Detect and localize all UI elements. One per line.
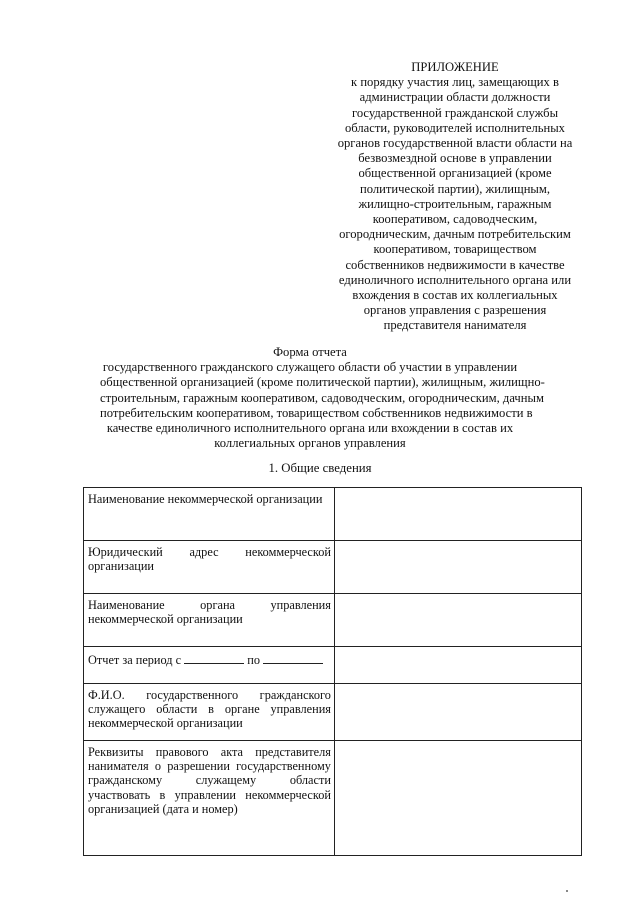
appendix-line: безвозмездной основе в управлении — [358, 151, 552, 166]
section-title: 1. Общие сведения — [268, 461, 372, 475]
table-row — [84, 541, 582, 594]
appendix-line: жилищно-строительным, гаражным — [358, 196, 552, 211]
table-row — [84, 647, 582, 684]
table-row — [84, 594, 582, 647]
form-title-line: строительным, гаражным кооперативом, садоводческим, огородническим, дачным — [100, 390, 544, 405]
row-value-full-name[interactable] — [334, 684, 581, 741]
period-from-blank[interactable] — [184, 651, 244, 664]
row-label-full-name: Ф.И.О. государственного гражданского служащего области в органе управления некоммерческой организации — [84, 684, 335, 741]
appendix-line: огородническим, дачным потребительским — [339, 227, 571, 242]
table-row — [84, 684, 582, 741]
row-value-legal-address[interactable] — [334, 541, 581, 594]
appendix-line: представителя нанимателя — [383, 318, 527, 333]
appendix-line: вхождения в состав их коллегиальных — [352, 288, 558, 303]
form-title-line: коллегиальных органов управления — [214, 436, 406, 451]
form-title-line: качестве единоличного исполнительного органа или вхождении в состав их — [106, 421, 514, 436]
form-title-line: государственного гражданского служащего области об участии в управлении — [102, 360, 518, 375]
appendix-line: органов управления с разрешения — [363, 303, 547, 318]
form-title-line: общественной организацией (кроме политической партии), жилищным, жилищно- — [100, 375, 545, 390]
scan-speck — [566, 890, 568, 892]
appendix-line: собственников недвижимости в качестве — [345, 257, 565, 272]
row-label-org-name: Наименование некоммерческой организации — [84, 488, 335, 541]
appendix-line: кооперативом, садоводческим, — [372, 212, 538, 227]
appendix-line: государственной гражданской службы — [351, 105, 559, 120]
period-to-label: по — [247, 653, 260, 667]
appendix-line: политической партии), жилищным, — [359, 181, 551, 196]
row-label-legal-act: Реквизиты правового акта представителя нанимателя о разрешении государственному гражданскому служащему области участвовать в управлении некоммерческой организацией (дата и номер) — [84, 741, 335, 856]
row-value-governing-body[interactable] — [334, 594, 581, 647]
row-label-legal-address: Юридический адрес некоммерческой организации — [84, 541, 335, 594]
appendix-header — [335, 60, 575, 334]
appendix-line: общественной организацией (кроме — [358, 166, 552, 181]
appendix-title: ПРИЛОЖЕНИЕ — [411, 60, 499, 74]
row-label-governing-body: Наименование органа управления некоммерческой организации — [84, 594, 335, 647]
form-title — [100, 345, 545, 451]
table-row — [84, 741, 582, 856]
appendix-line: кооперативом, товариществом — [373, 242, 537, 257]
form-title-heading: Форма отчета — [273, 345, 347, 359]
row-value-org-name[interactable] — [334, 488, 581, 541]
appendix-line: органов государственной власти области на — [337, 136, 573, 151]
general-info-table — [83, 487, 582, 856]
row-value-legal-act[interactable] — [334, 741, 581, 856]
appendix-line: области, руководителей исполнительных — [345, 120, 565, 135]
row-value-report-period[interactable] — [334, 647, 581, 684]
period-from-label: Отчет за период с — [88, 653, 182, 667]
table-row — [84, 488, 582, 541]
appendix-line: администрации области должности — [359, 90, 551, 105]
appendix-line: единоличного исполнительного органа или — [338, 272, 572, 287]
row-label-report-period — [84, 647, 335, 684]
period-to-blank[interactable] — [263, 651, 323, 664]
appendix-line: к порядку участия лиц, замещающих в — [351, 75, 559, 90]
form-title-line: потребительским кооперативом, товариществом собственников недвижимости в — [100, 405, 533, 420]
